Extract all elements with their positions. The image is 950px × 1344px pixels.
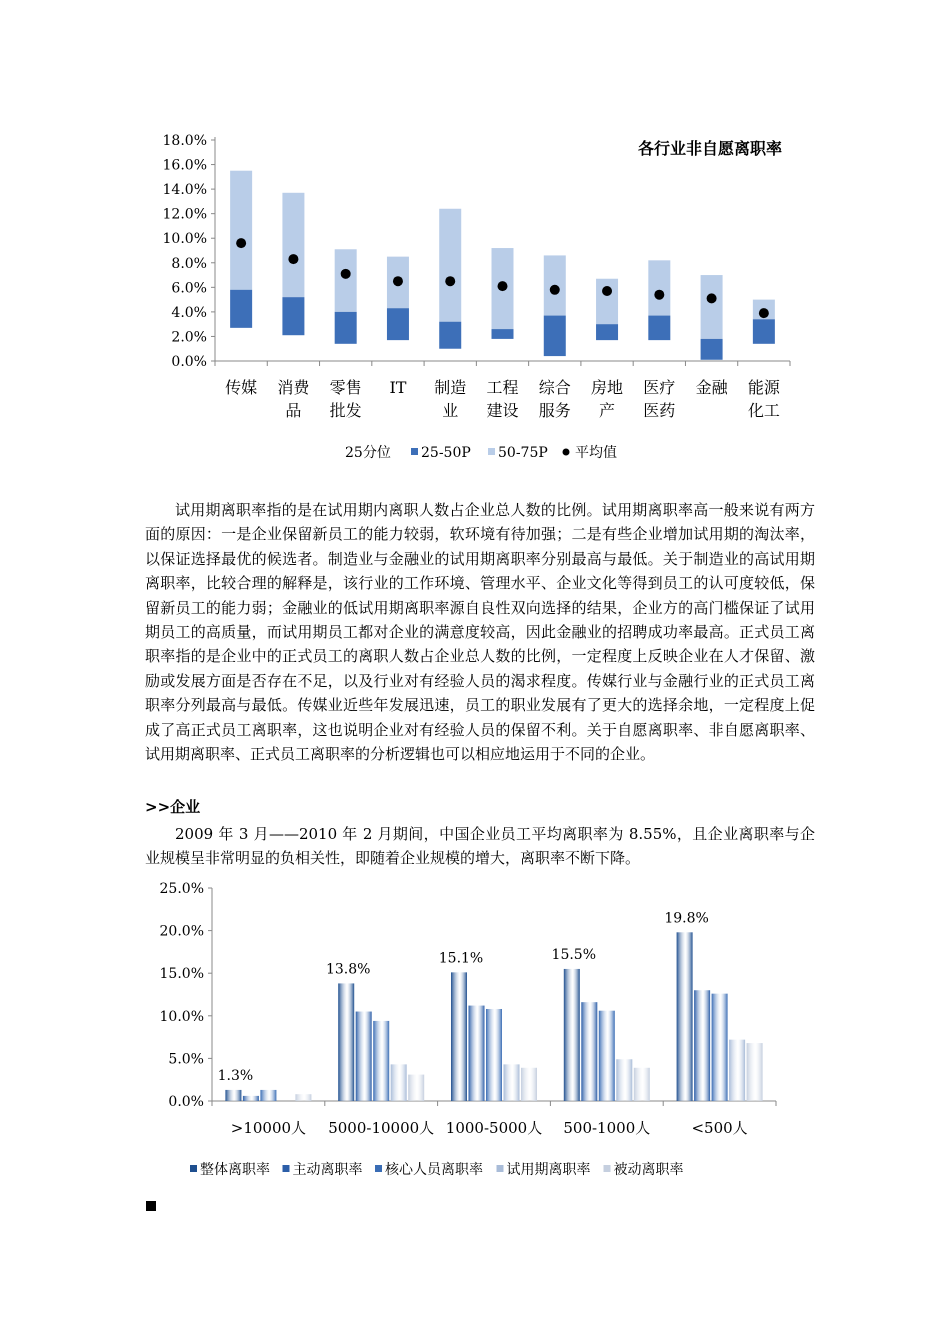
x-category-label: 能源 (747, 378, 780, 397)
average-point (654, 290, 664, 300)
chart-title: 各行业非自愿离职率 (638, 139, 783, 158)
bar-2 (712, 994, 728, 1101)
bar-50-75p (596, 279, 618, 324)
legend-label: 试用期离职率 (506, 1162, 591, 1178)
x-category-label: 制造 (434, 378, 467, 397)
bar-25-50p (753, 319, 775, 344)
bar-50-75p (439, 209, 461, 322)
bar-1 (243, 1096, 259, 1101)
y-tick-label: 0.0% (171, 354, 207, 370)
paragraph-enterprise-turnover: 2009 年 3 月——2010 年 2 月期间，中国企业员工平均离职率为 8.55%，且企业离职率与企业规模呈非常明显的负相关性，即随着企业规模的增大，离职率不断下降。 (145, 825, 815, 868)
bar-1 (694, 990, 710, 1101)
data-label: 15.5% (551, 946, 597, 963)
enterprise-size-turnover-chart (150, 872, 810, 1192)
bar-50-75p (648, 260, 670, 315)
x-category-label: 零售 (329, 378, 362, 397)
bar-4 (747, 1043, 763, 1101)
x-category-label: <500人 (691, 1119, 748, 1137)
bar-25-50p (701, 339, 723, 360)
bar-4 (634, 1068, 650, 1101)
y-tick-label: 25.0% (159, 881, 204, 897)
bar-2 (486, 1009, 502, 1101)
data-label: 19.8% (664, 910, 709, 927)
legend-swatch (375, 1165, 382, 1172)
bar-1 (469, 1006, 485, 1101)
x-category-label: 产 (599, 401, 616, 420)
average-point (707, 293, 717, 303)
bullet-square-icon (146, 1201, 156, 1211)
bar-4 (295, 1094, 311, 1101)
bar-4 (408, 1075, 424, 1101)
x-category-label: 批发 (329, 401, 362, 420)
x-category-label: 化工 (747, 401, 780, 420)
bar-0 (677, 932, 693, 1101)
y-tick-label: 5.0% (168, 1051, 204, 1068)
x-category-label: 传媒 (225, 378, 258, 397)
y-tick-label: 20.0% (159, 923, 204, 940)
x-category-label: 消费 (277, 378, 310, 397)
y-tick-label: 2.0% (171, 329, 207, 346)
legend-marker-average (563, 449, 570, 456)
y-tick-label: 6.0% (171, 280, 207, 297)
bar-3 (504, 1064, 520, 1101)
bar-4 (521, 1068, 537, 1101)
y-tick-label: 4.0% (171, 304, 207, 321)
average-point (393, 276, 403, 286)
legend-label: 核心人员离职率 (385, 1162, 483, 1178)
average-point (550, 285, 560, 295)
y-tick-label: 14.0% (162, 182, 207, 199)
x-category-label: 500-1000人 (563, 1119, 651, 1137)
average-point (341, 269, 351, 279)
legend-label-50-75p: 50-75P (498, 445, 548, 461)
bar-1 (356, 1012, 372, 1101)
legend-swatch (283, 1165, 290, 1172)
bar-25-50p (648, 316, 670, 341)
industry-involuntary-turnover-chart (150, 125, 810, 475)
bar-3 (391, 1064, 407, 1101)
bar-25-50p (387, 308, 409, 340)
bar-25-50p (544, 316, 566, 357)
x-category-label: 医药 (643, 401, 676, 420)
x-category-label: 工程 (486, 378, 519, 397)
bar-0 (225, 1090, 241, 1101)
bar-0 (451, 972, 467, 1101)
y-tick-label: 10.0% (162, 231, 207, 248)
bar-25-50p (282, 297, 304, 335)
y-tick-label: 10.0% (159, 1008, 204, 1025)
legend-label: 整体离职率 (200, 1162, 270, 1178)
legend-swatch (604, 1165, 611, 1172)
bar-50-75p (282, 193, 304, 297)
bar-1 (581, 1002, 597, 1101)
y-tick-label: 18.0% (162, 133, 207, 149)
bar-25-50p (230, 290, 252, 328)
y-tick-label: 0.0% (168, 1094, 204, 1110)
bar-50-75p (701, 275, 723, 339)
data-label: 1.3% (217, 1067, 254, 1084)
bar-2 (373, 1021, 389, 1101)
bar-25-50p (596, 324, 618, 340)
legend-swatch-50-75p (488, 448, 495, 455)
legend-label-25p: 25分位 (345, 445, 391, 461)
y-tick-label: 12.0% (162, 206, 207, 223)
y-tick-label: 8.0% (171, 255, 207, 272)
bar-50-75p (335, 249, 357, 312)
x-category-label: 医疗 (643, 378, 676, 397)
x-category-label: 1000-5000人 (445, 1119, 543, 1137)
x-category-label: 品 (285, 401, 302, 420)
bar-50-75p (230, 171, 252, 290)
average-point (759, 308, 769, 318)
bar-3 (729, 1040, 745, 1101)
average-point (288, 254, 298, 264)
x-category-label: 服务 (538, 401, 571, 420)
legend-swatch (190, 1165, 197, 1172)
legend-label-25-50p: 25-50P (421, 445, 471, 461)
bar-2 (599, 1011, 615, 1101)
x-category-label: 5000-10000人 (328, 1119, 435, 1137)
x-category-label: 建设 (486, 401, 519, 420)
y-tick-label: 16.0% (162, 157, 207, 174)
data-label: 13.8% (325, 961, 371, 978)
x-category-label: >10000人 (230, 1119, 307, 1137)
legend-label-average: 平均值 (575, 445, 617, 461)
bar-3 (616, 1059, 632, 1101)
legend-label: 主动离职率 (292, 1162, 363, 1178)
bar-2 (260, 1090, 276, 1101)
bar-25-50p (439, 322, 461, 349)
x-category-label: 金融 (695, 378, 728, 397)
bar-0 (564, 969, 580, 1101)
x-category-label: 综合 (538, 378, 571, 397)
legend-swatch-25-50p (411, 448, 418, 455)
average-point (445, 276, 455, 286)
bar-25-50p (335, 312, 357, 344)
x-category-label: 业 (442, 401, 459, 420)
x-category-label: IT (389, 378, 407, 397)
average-point (498, 281, 508, 291)
legend-swatch (497, 1165, 504, 1172)
average-point (236, 238, 246, 248)
data-label: 15.1% (438, 950, 484, 967)
y-tick-label: 15.0% (159, 966, 204, 983)
legend-label: 被动离职率 (613, 1162, 684, 1178)
x-category-label: 房地 (591, 378, 624, 397)
paragraph-probation-turnover: 试用期离职率指的是在试用期内离职人数占企业总人数的比例。试用期离职率高一般来说有两方面的原因：一是企业保留新员工的能力较弱，软环境有待加强；二是有些企业增加试用期的淘汰率，以保证选择最优的候选者。制造业与金融业的试用期离职率分别最高与最低。关于制造业的高试用期离职率，比较合理的解释是，该行业的工作环境、管理水平、企业文化等得到员工的认可度较低，保留新员工的能力弱；金融业的低试用期离职率源自良性双向选择的结果，企业方的高门槛保证了试用期员工的高质量，而试用期员工都对企业的满意度较高，因此金融业的招聘成功率最高。正式员工离职率指的是企业中的正式员工的离职人数占企业总人数的比例，一定程度上反映企业在人才保留、激励或发展方面是否存在不足，以及行业对有经验人员的渴求程度。传媒行业与金融行业的正式员工离职率分列最高与最低。传媒业近些年发展迅速，员工的职业发展有了更大的选择余地，一定程度上促成了高正式员工离职率，这也说明企业对有经验人员的保留不利。关于自愿离职率、非自愿离职率、试用期离职率、正式员工离职率的分析逻辑也可以相应地运用于不同的企业。 (145, 501, 815, 764)
bar-0 (338, 983, 354, 1101)
average-point (602, 286, 612, 296)
bar-25-50p (492, 329, 514, 339)
section-heading-enterprise: >>企业 (145, 798, 201, 816)
